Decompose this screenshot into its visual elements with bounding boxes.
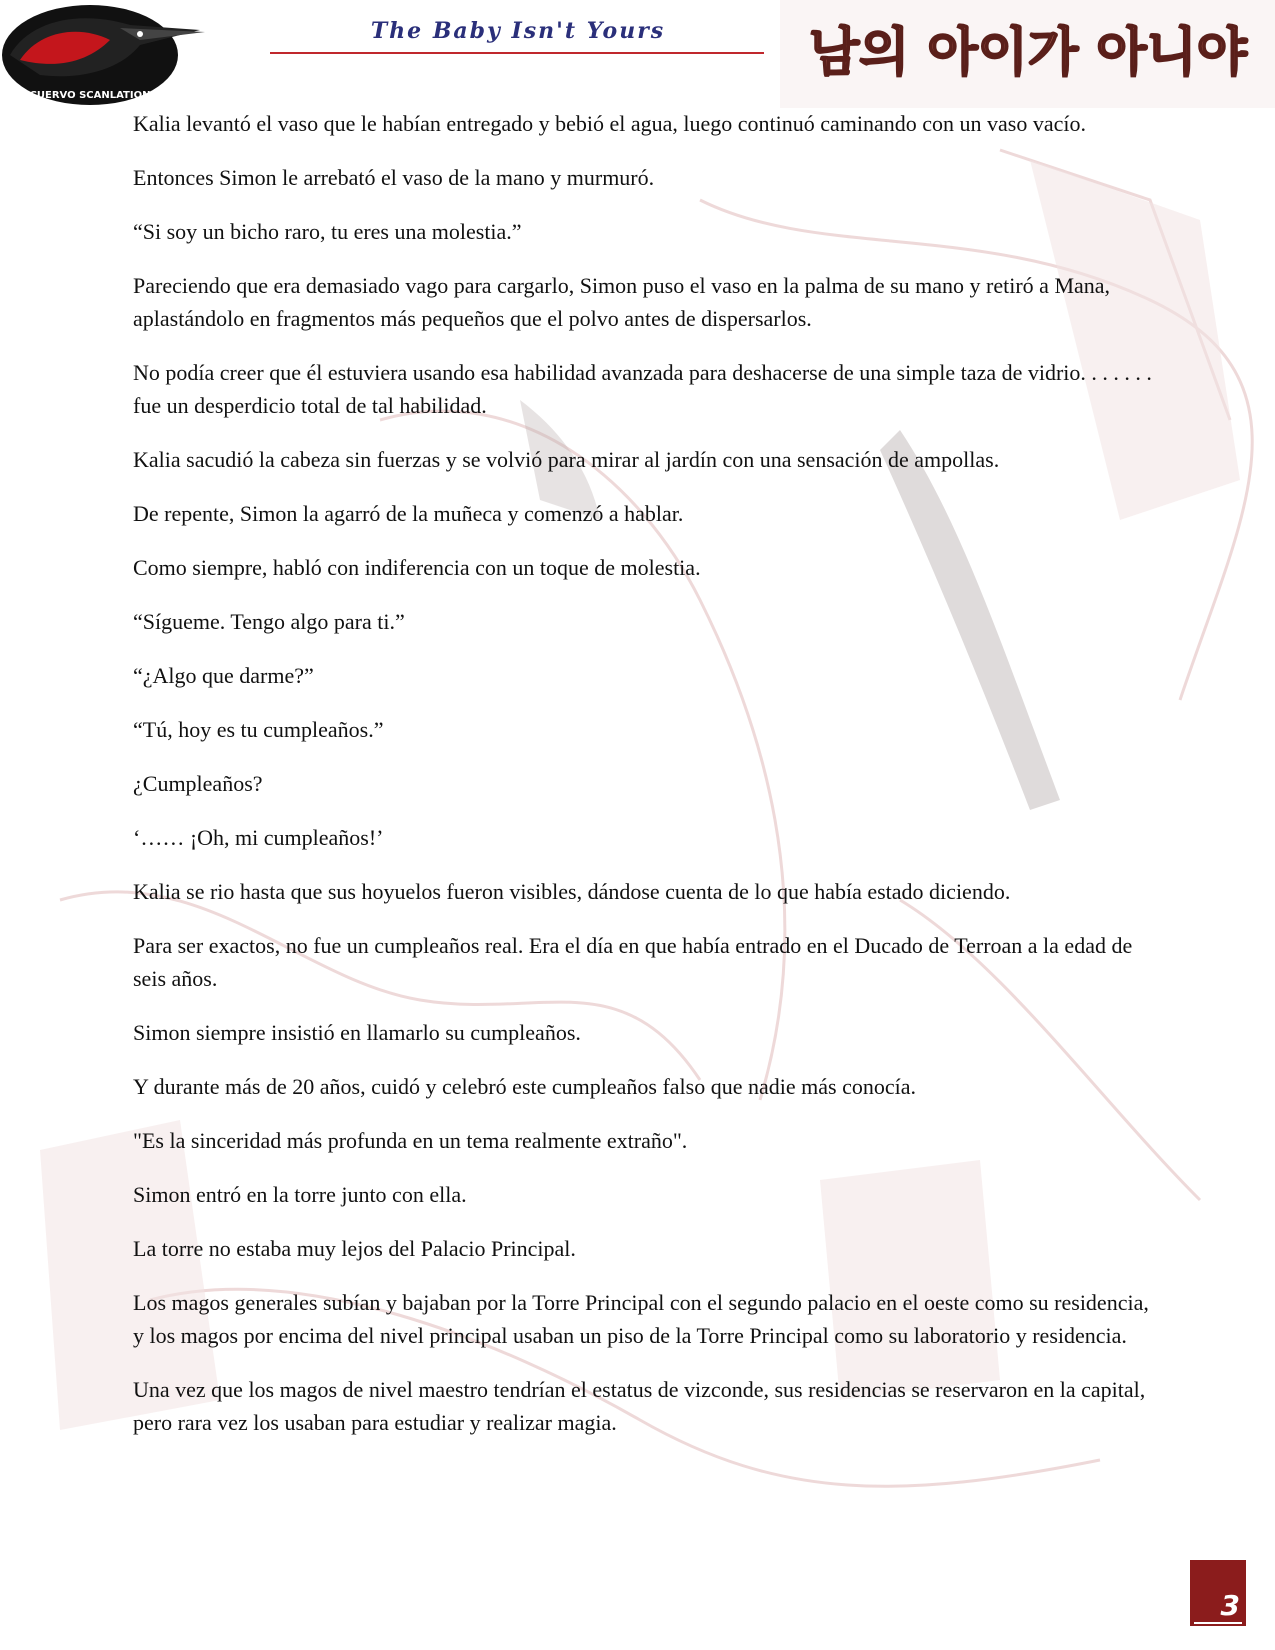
paragraph: Kalia levantó el vaso que le habían entregado y bebió el agua, luego continuó caminando con un vaso vacío. bbox=[133, 111, 1087, 136]
page-number-badge bbox=[1190, 1560, 1246, 1626]
paragraph: Entonces Simon le arrebató el vaso de la mano y murmuró. bbox=[133, 165, 655, 190]
paragraph: “Sígueme. Tengo algo para ti.” bbox=[133, 609, 405, 634]
paragraph: “¿Algo que darme?” bbox=[133, 663, 314, 688]
paragraph: “Tú, hoy es tu cumpleaños.” bbox=[133, 717, 384, 742]
title-underline bbox=[270, 52, 764, 54]
paragraph: Kalia sacudió la cabeza sin fuerzas y se volvió para mirar al jardín con una sensación de ampollas. bbox=[133, 447, 1000, 472]
paragraph: ‘…… ¡Oh, mi cumpleaños!’ bbox=[133, 825, 384, 850]
cuervo-scanlation-logo bbox=[0, 0, 212, 108]
svg-text:CUERVO SCANLATION: CUERVO SCANLATION bbox=[29, 90, 151, 101]
paragraph: Una vez que los magos de nivel maestro tendrían el estatus de vizconde, sus residencias se reservaron en la capital, pero rara vez los usaban para estudiar y realizar magia. bbox=[133, 1377, 1146, 1435]
paragraph: Para ser exactos, no fue un cumpleaños real. Era el día en que había entrado en el Ducado de Terroan a la edad de seis años. bbox=[133, 933, 1133, 991]
paragraph: "Es la sinceridad más profunda en un tema realmente extraño". bbox=[133, 1128, 688, 1153]
page-number-underline bbox=[1194, 1622, 1242, 1624]
paragraph: Kalia se rio hasta que sus hoyuelos fueron visibles, dándose cuenta de lo que había estado diciendo. bbox=[133, 879, 1011, 904]
paragraph: No podía creer que él estuviera usando esa habilidad avanzada para deshacerse de una simple taza de vidrio. . . . . . . fue un desperdicio total de tal habilidad. bbox=[133, 360, 1152, 418]
paragraph: Simon siempre insistió en llamarlo su cumpleaños. bbox=[133, 1020, 581, 1045]
paragraph: Simon entró en la torre junto con ella. bbox=[133, 1182, 467, 1207]
chapter-text bbox=[133, 107, 1153, 1460]
paragraph: “Si soy un bicho raro, tu eres una molestia.” bbox=[133, 219, 522, 244]
paragraph: La torre no estaba muy lejos del Palacio Principal. bbox=[133, 1236, 576, 1261]
paragraph: Como siempre, habló con indiferencia con un toque de molestia. bbox=[133, 555, 701, 580]
korean-title-art bbox=[780, 0, 1275, 108]
paragraph: Y durante más de 20 años, cuidó y celebró este cumpleaños falso que nadie más conocía. bbox=[133, 1074, 916, 1099]
page-number: 3 bbox=[1220, 1589, 1240, 1622]
paragraph: Los magos generales subían y bajaban por la Torre Principal con el segundo palacio en el oeste como su residencia, y los magos por encima del nivel principal usaban un piso de la Torre Principal como su laboratorio y residencia. bbox=[133, 1290, 1149, 1348]
page-header bbox=[0, 0, 1275, 110]
paragraph: ¿Cumpleaños? bbox=[133, 771, 263, 796]
paragraph: De repente, Simon la agarró de la muñeca y comenzó a hablar. bbox=[133, 501, 684, 526]
paragraph: Pareciendo que era demasiado vago para cargarlo, Simon puso el vaso en la palma de su mano y retiró a Mana, aplastándolo en fragmentos más pequeños que el polvo antes de dispersarlos. bbox=[133, 273, 1111, 331]
series-title: The Baby Isn't Yours bbox=[370, 18, 666, 44]
korean-title-text: 남의 아이가 아니야 bbox=[808, 23, 1248, 83]
